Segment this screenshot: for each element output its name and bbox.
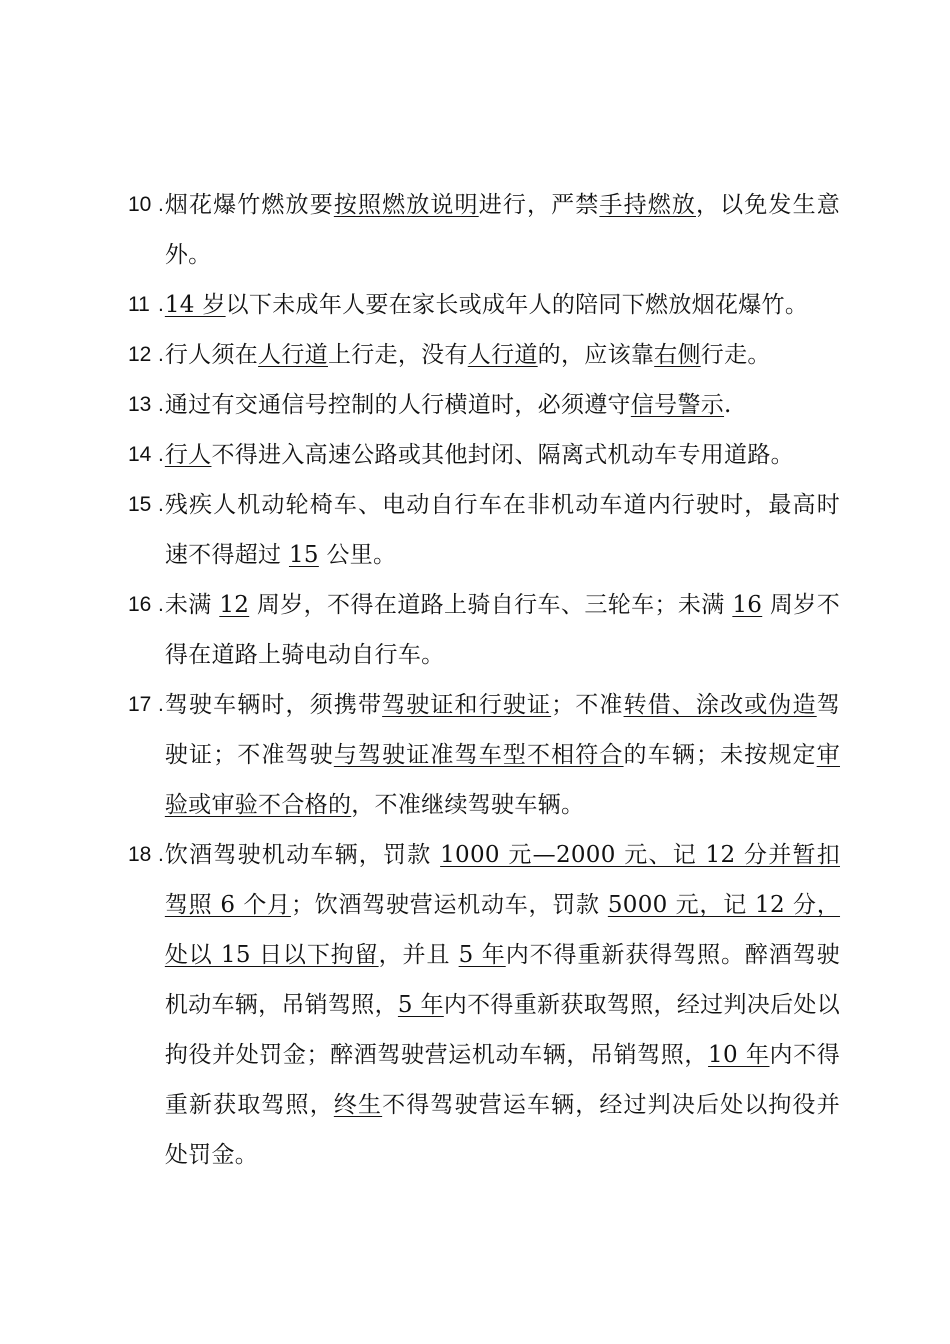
item-text [165,330,840,380]
text-segment: 不得进入高速公路或其他封闭、隔离式机动车专用道路。 [211,442,794,468]
text-segment: 饮酒驾驶机动车辆，罚款 [164,842,441,868]
item-number: 18 [128,843,152,866]
rules-list [128,180,840,1180]
text-segment: 驾驶证；不准驾驶 [164,692,841,768]
item-number: 14 [128,443,152,466]
underlined-answer: 终生 [333,1092,383,1118]
list-item [128,280,840,330]
underlined-answer: 16 [732,592,763,618]
text-segment: 周岁，不得在道路上骑自行车、三轮车；未满 [249,592,733,618]
item-text [165,480,840,580]
list-item [128,830,840,1180]
text-segment: ，不准继续驾驶车辆。 [351,792,585,818]
text-segment: 行人须在 [164,342,259,368]
text-segment: 周岁不得在道路上骑电动自行车。 [164,592,840,668]
item-number-dot: . [158,343,164,366]
item-number-dot: . [158,393,164,416]
text-segment: 残疾人机动轮椅车、电动自行车在非机动车道内行驶时，最高时速不得超过 [164,492,840,568]
list-item [128,330,840,380]
text-segment: ，以免发生意外。 [164,192,841,268]
text-segment: 内不得重新获取驾照，经过判决后处以拘役并处罚金；醉酒驾驶营运机动车辆，吊销驾照， [164,992,840,1068]
text-segment: 烟花爆竹燃放要 [164,192,334,218]
underlined-answer: 15 [288,542,319,568]
text-segment: 行走。 [700,342,771,368]
underlined-answer: 12 [219,592,250,618]
underlined-answer: 审验或审验不合格的 [164,742,840,818]
underlined-answer: 驾驶证和行驶证 [382,692,552,718]
text-segment: 上行走，没有 [327,342,468,368]
underlined-answer: 转借、涂改或伪造 [623,692,817,718]
item-number: 12 [128,343,152,366]
list-item [128,480,840,580]
list-item [128,430,840,480]
text-segment: 进行，严禁 [478,192,600,218]
item-text [165,580,840,680]
text-segment: 公里。 [318,542,397,568]
underlined-answer: 人行道 [258,342,328,368]
underlined-answer: 5000 元，记 12 分，处以 15 日以下拘留 [164,892,841,968]
underlined-answer: 人行道 [467,342,538,368]
underlined-answer: 行人 [164,442,212,468]
item-number-dot: . [158,593,164,616]
item-text [165,830,840,1180]
item-text [165,430,840,480]
item-number: 10 [128,193,152,216]
list-item [128,180,840,280]
text-segment: 内不得重新获取驾照， [164,1042,841,1118]
item-number-dot: . [158,443,164,466]
underlined-answer: 手持燃放 [599,192,696,218]
text-segment: 的车辆；未按规定 [623,742,817,768]
text-segment: 不得驾驶营运车辆，经过判决后处以拘役并处罚金。 [164,1092,840,1168]
text-segment: 内不得重新获得驾照。醉酒驾驶机动车辆，吊销驾照， [164,942,840,1018]
underlined-answer: 5 年 [458,942,506,968]
item-number: 13 [128,393,152,416]
text-segment: 的，应该靠 [537,342,655,368]
list-item [128,580,840,680]
item-text [165,280,840,330]
item-number-dot: . [158,193,164,216]
item-text [165,380,840,430]
text-segment: 未满 [164,592,220,618]
text-segment: ；不准 [551,692,624,718]
item-number-dot: . [158,493,164,516]
item-number: 17 [128,693,152,716]
list-item [128,680,840,830]
text-segment: ；饮酒驾驶营运机动车，罚款 [290,892,608,918]
list-item [128,380,840,430]
underlined-answer: 10 年 [708,1042,770,1068]
underlined-answer: 14 岁 [164,292,226,318]
text-segment: 驾驶车辆时，须携带 [164,692,383,718]
underlined-answer: 按照燃放说明 [333,192,479,218]
item-number-dot: . [158,843,164,866]
item-text [165,680,840,830]
item-number-dot: . [158,293,164,316]
text-segment: 通过有交通信号控制的人行横道时，必须遵守 [164,392,631,418]
underlined-answer: 信号警示 [630,392,725,418]
underlined-answer: 1000 元—2000 元、记 12 分并暂扣驾照 6 个月 [164,842,840,918]
text-segment: . [724,392,732,418]
item-text [165,180,840,280]
underlined-answer: 右侧 [654,342,701,368]
item-number: 16 [128,593,152,616]
text-segment: ，并且 [378,942,459,968]
underlined-answer: 5 年 [397,992,444,1018]
text-segment: 以下未成年人要在家长或成年人的陪同下燃放烟花爆竹。 [225,292,809,318]
item-number-dot: . [158,693,164,716]
underlined-answer: 与驾驶证准驾车型不相符合 [333,742,624,768]
item-number: 11 [128,293,150,316]
item-number: 15 [128,493,152,516]
